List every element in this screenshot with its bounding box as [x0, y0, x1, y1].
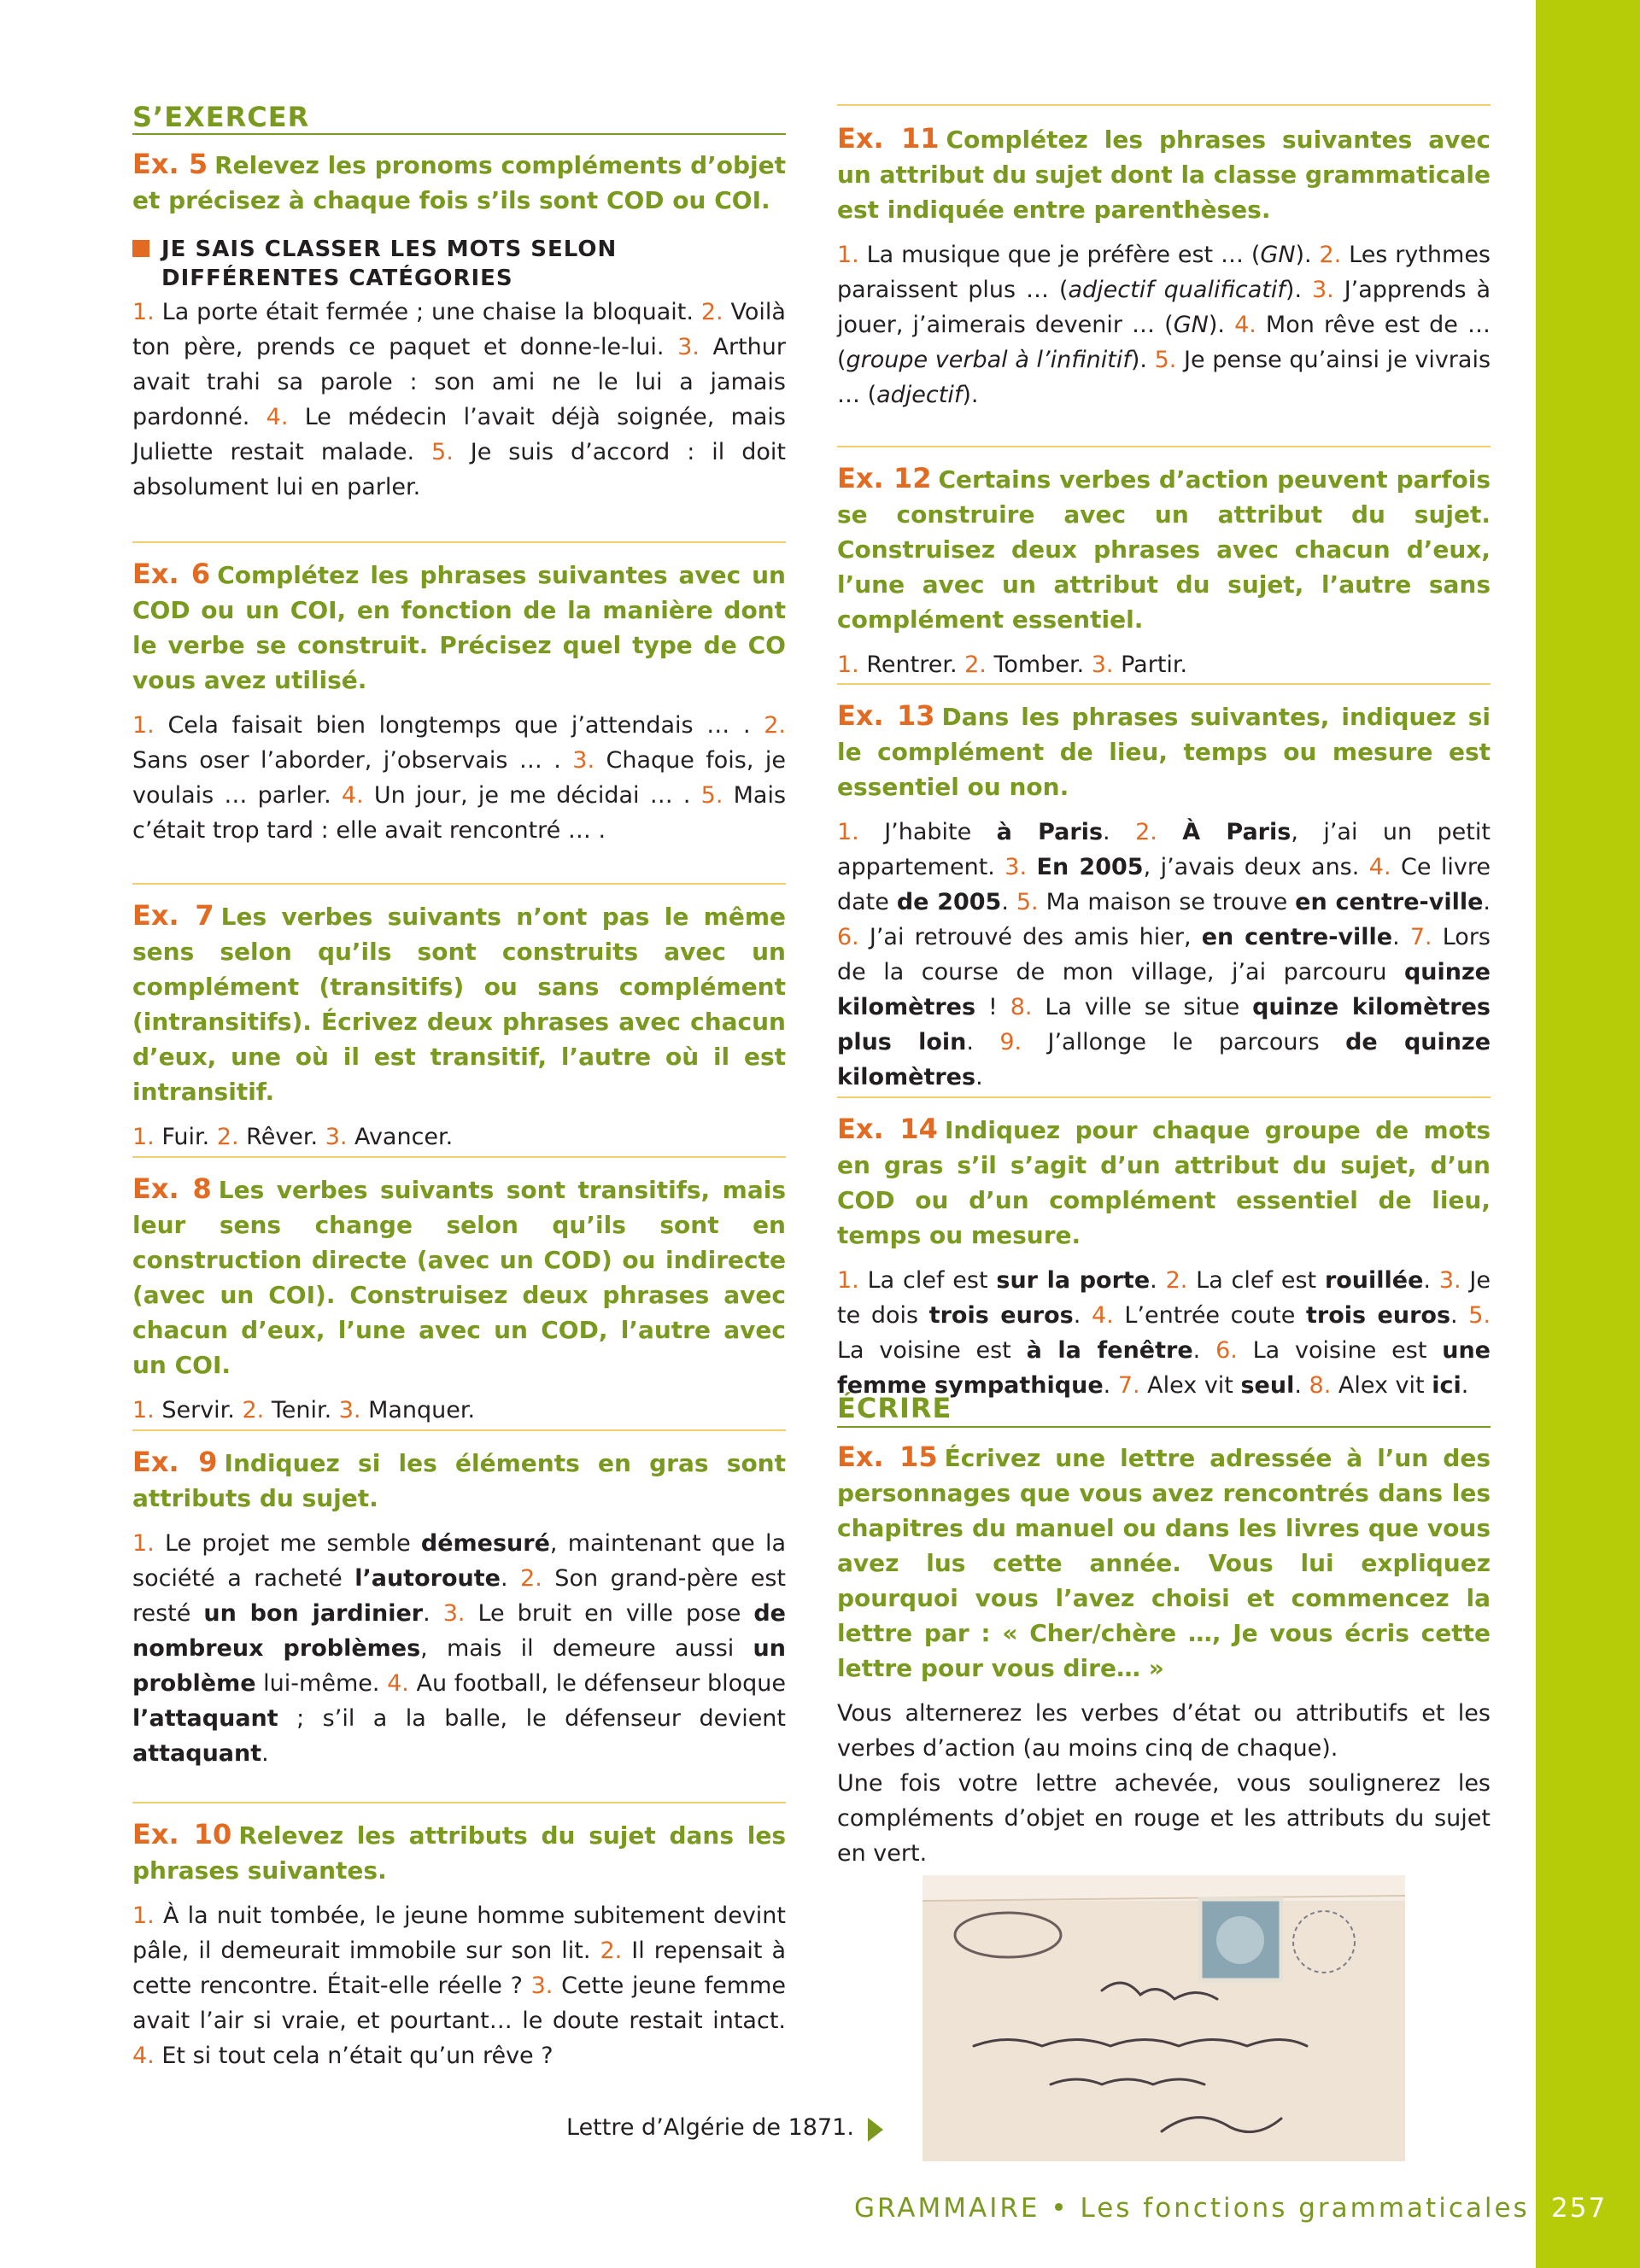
- separator: [132, 1429, 786, 1431]
- exercise-11: [837, 121, 1491, 412]
- exercise-13: [837, 699, 1491, 1095]
- exercise-7-instruction: Ex. 7 Les verbes suivants n’ont pas le même sens selon qu’ils sont construits avec un complément (transitifs) ou sans complément (intransitifs). Écrivez deux phrases avec chacun d’eux, une où il est transitif, l’autre où il est intransitif.: [132, 899, 787, 1106]
- exercise-13-instruction: Ex. 13 Dans les phrases suivantes, indiquez si le complément de lieu, temps ou mesure est essentiel ou non.: [837, 699, 1491, 801]
- separator: [132, 541, 786, 543]
- exercise-6: [132, 557, 786, 848]
- page-number: 257: [1551, 2193, 1608, 2224]
- exercise-5-number: Ex. 5: [132, 148, 208, 180]
- exercise-9-number: Ex. 9: [132, 1446, 218, 1478]
- caption-arrow-icon: [868, 2118, 883, 2142]
- skill-heading: JE SAIS CLASSER LES MOTS SELON DIFFÉRENTES CATÉGORIES: [132, 235, 786, 293]
- exercise-9: [132, 1445, 786, 1771]
- exercise-12-text: 1. Rentrer. 2. Tomber. 3. Partir.: [837, 652, 1188, 678]
- exercise-10-number: Ex. 10: [132, 1818, 232, 1850]
- exercise-6-number: Ex. 6: [132, 558, 211, 590]
- footer-chapter-title: GRAMMAIRE • Les fonctions grammaticales: [854, 2193, 1530, 2224]
- exercise-15: [837, 1440, 1491, 1871]
- exercise-8-number: Ex. 8: [132, 1172, 212, 1205]
- exercise-14-text: 1. La clef est sur la porte. 2. La clef est rouillée. 3. Je te dois trois euros. 4. L’entrée coute trois euros. 5. La voisine est à la fenêtre. 6. La voisine est une femme sympathique. 7. Alex vit seul. 8. Alex vit ici.: [837, 1267, 1491, 1399]
- separator: [132, 1802, 786, 1803]
- exercise-10: [132, 1817, 786, 2073]
- exercise-12-instruction: Ex. 12 Certains verbes d’action peuvent parfois se construire avec un attribut du sujet. Construisez deux phrases avec chacun d’eux, l’une avec un attribut du sujet, l’autre sans complément essentiel.: [837, 462, 1491, 634]
- separator: [837, 683, 1491, 685]
- exercise-6-text: 1. Cela faisait bien longtemps que j’attendais … . 2. Sans oser l’aborder, j’observais … . 3. Chaque fois, je voulais … parler. 4. Un jour, je me décidai … . 5. Mais c’était trop tard : elle avait rencontré … .: [132, 712, 787, 844]
- exercise-9-instruction: Ex. 9 Indiquez si les éléments en gras sont attributs du sujet.: [132, 1446, 786, 1512]
- exercise-5-text: 1. La porte était fermée ; une chaise la bloquait. 2. Voilà ton père, prends ce paquet et donne-le-lui. 3. Arthur avait trahi sa parole : son ami ne le lui a jamais pardonné. 4. Le médecin l’avait déjà soignée, mais Juliette restait malade. 5. Je suis d’accord : il doit absolument lui en parler.: [132, 299, 786, 500]
- section-title-exercer: S’EXERCER: [132, 101, 310, 133]
- exercise-8-text: 1. Servir. 2. Tenir. 3. Manquer.: [132, 1397, 476, 1423]
- exercise-14: [837, 1112, 1491, 1403]
- separator: [837, 446, 1491, 447]
- separator: [837, 104, 1491, 106]
- exercise-11-instruction: Ex. 11 Complétez les phrases suivantes avec un attribut du sujet dont la classe grammaticale est indiquée entre parenthèses.: [837, 122, 1491, 224]
- exercise-13-number: Ex. 13: [837, 699, 935, 732]
- exercise-5-instruction: Ex. 5 Relevez les pronoms compléments d’objet et précisez à chaque fois s’ils sont COD ou COI.: [132, 148, 787, 214]
- exercise-15-number: Ex. 15: [837, 1441, 938, 1473]
- exercise-14-instruction: Ex. 14 Indiquez pour chaque groupe de mots en gras s’il s’agit d’un attribut du sujet, d’un COD ou d’un complément essentiel de lieu, temps ou mesure.: [837, 1113, 1491, 1249]
- separator: [837, 1096, 1491, 1098]
- exercise-7: [132, 898, 786, 1154]
- exercise-7-text: 1. Fuir. 2. Rêver. 3. Avancer.: [132, 1124, 454, 1150]
- exercise-14-number: Ex. 14: [837, 1113, 938, 1145]
- exercise-13-text: 1. J’habite à Paris. 2. À Paris, j’ai un petit appartement. 3. En 2005, j’avais deux ans. 4. Ce livre date de 2005. 5. Ma maison se trouve en centre-ville. 6. J’ai retrouvé des amis hier, en centre-ville. 7. Lors de la course de mon village, j’ai parcouru quinze kilomètres ! 8. La ville se situe quinze kilomètres plus loin. 9. J’allonge le parcours de quinze kilomètres.: [837, 819, 1491, 1090]
- section-title-ecrire: ÉCRIRE: [837, 1392, 952, 1424]
- exercise-10-text: 1. À la nuit tombée, le jeune homme subitement devint pâle, il demeurait immobile sur son lit. 2. Il repensait à cette rencontre. Était-elle réelle ? 3. Cette jeune femme avait l’air si vraie, et pourtant… le doute restait intact. 4. Et si tout cela n’était qu’un rêve ?: [132, 1903, 786, 2069]
- exercise-8: [132, 1172, 786, 1428]
- section-title-rule: [837, 1426, 1491, 1428]
- separator: [132, 1156, 786, 1158]
- exercise-15-text: Vous alternerez les verbes d’état ou attributifs et les verbes d’action (au moins cinq de chaque). Une fois votre lettre achevée, vous soulignerez les compléments d’objet en rouge et les attributs du sujet en vert.: [837, 1700, 1491, 1867]
- separator: [132, 883, 786, 885]
- side-color-band: [1536, 0, 1640, 2268]
- photo-caption: Lettre d’Algérie de 1871.: [566, 2114, 854, 2141]
- exercise-7-number: Ex. 7: [132, 899, 214, 932]
- orange-square-icon: [132, 240, 149, 257]
- exercise-11-text: 1. La musique que je préfère est … (GN). 2. Les rythmes paraissent plus … (adjectif qualificatif). 3. J’apprends à jouer, j’aimerais devenir … (GN). 4. Mon rêve est de … (groupe verbal à l’infinitif). 5. Je pense qu’ainsi je vivrais … (adjectif).: [837, 242, 1491, 408]
- exercise-10-instruction: Ex. 10 Relevez les attributs du sujet dans les phrases suivantes.: [132, 1818, 787, 1885]
- exercise-9-text: 1. Le projet me semble démesuré, maintenant que la société a racheté l’autoroute. 2. Son grand-père est resté un bon jardinier. 3. Le bruit en ville pose de nombreux problèmes, mais il demeure aussi un problème lui-même. 4. Au football, le défenseur bloque l’attaquant ; s’il a la balle, le défenseur devient attaquant.: [132, 1530, 786, 1767]
- exercise-6-instruction: Ex. 6 Complétez les phrases suivantes avec un COD ou un COI, en fonction de la manière dont le verbe se construit. Précisez quel type de CO vous avez utilisé.: [132, 558, 786, 694]
- section-title-rule: [132, 133, 786, 135]
- exercise-11-number: Ex. 11: [837, 122, 940, 155]
- exercise-5: [132, 147, 786, 505]
- exercise-15-instruction: Ex. 15 Écrivez une lettre adressée à l’un des personnages que vous avez rencontrés dans les chapitres du manuel ou dans les livres que vous avez lus cette année. Vous lui expliquez pourquoi vous l’avez choisi et commencez la lettre par : « Cher/chère …, Je vous écris cette lettre pour vous dire… »: [837, 1441, 1491, 1682]
- exercise-12-number: Ex. 12: [837, 462, 932, 494]
- letter-photo: [922, 1875, 1405, 2161]
- exercise-12: [837, 461, 1491, 682]
- exercise-8-instruction: Ex. 8 Les verbes suivants sont transitifs, mais leur sens change selon qu’ils sont en construction directe (avec un COD) ou indirecte (avec un COI). Construisez deux phrases avec chacun d’eux, l’une avec un COD, l’autre avec un COI.: [132, 1172, 786, 1379]
